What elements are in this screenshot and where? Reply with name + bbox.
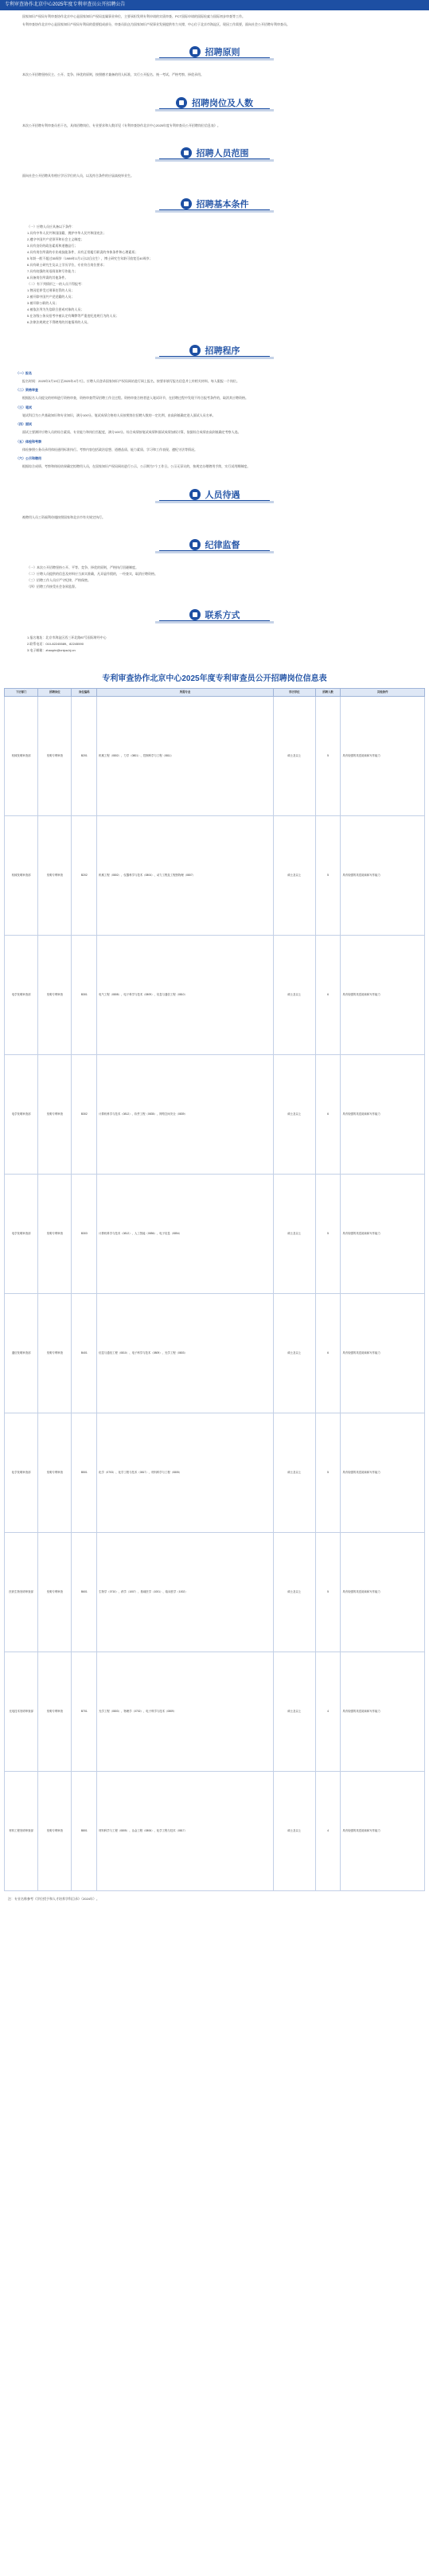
table-row	[5, 1413, 425, 1533]
cell-num: 4	[315, 1652, 341, 1772]
table-row	[5, 1533, 425, 1652]
principle-text: 本次公开招聘坚持民主、公开、竞争、择优的原则，按照德才兼备的用人标准，实行公开报名、统一考试、严格考察、择优录用。	[22, 72, 204, 76]
list-item: （三）招聘工作人员应严守纪律，严格保密。	[27, 578, 91, 582]
list-item: 4.具有岗位所需的专业或技能条件，具有正常履行职责的身体条件和心理素质；	[27, 249, 138, 254]
table-note: 注：专业名称参考《学位授予和人才培养学科目录》（2024年）。	[8, 1897, 99, 1901]
cell-num: 5	[315, 1533, 341, 1652]
benefits-text: 被聘用人员工资福利待遇按照国家和北京市有关规定执行。	[22, 514, 105, 519]
list-item: 5.年龄一般不超过35周岁（1989年1月1日以后出生），博士研究生年龄可放宽至40周岁；	[27, 256, 153, 260]
section-header-conditions: 招聘基本条件	[16, 195, 413, 213]
section-icon	[181, 198, 192, 209]
cell-major: 机械工程（0802）、仪器科学与技术（0804）、动力工程及工程热物理（0807）	[97, 816, 274, 936]
positions-table	[4, 688, 425, 1891]
table-row	[5, 697, 425, 816]
section-icon	[176, 97, 187, 108]
cell-dept: 医药生物发明审查部	[5, 1533, 38, 1652]
table-row	[5, 1294, 425, 1413]
table-header-row	[5, 689, 425, 697]
step-text: 体检参照公务员录用体检通用标准执行。考察内容包括政治思想、道德品质、能力素质、学习和工作表现、遵纪守法等情况。	[22, 447, 197, 451]
intro-paragraph: 专利审查协作北京中心是国家知识产权局专利局的重要组成部分，审查员队伍为国家知识产权事业发展提供有力支撑，中心位于北京市海淀区，现因工作需要，面向社会公开招聘专利审查员。	[22, 21, 290, 26]
list-item: （四）招聘工作接受社会各界监督。	[27, 584, 78, 588]
page-topbar	[0, 0, 429, 10]
section-header-procedure: 招聘程序	[16, 342, 413, 359]
cell-code: B303	[72, 1175, 97, 1294]
cell-other: 具有较强的英语阅读和写作能力	[341, 1533, 425, 1652]
table-row	[5, 1652, 425, 1772]
step-label: （四）面试	[16, 422, 32, 426]
cell-post: 发明专利审查	[38, 1294, 72, 1413]
column-header: 学历学位	[273, 689, 315, 697]
procedure-steps	[16, 370, 413, 470]
cell-code: B401	[72, 1294, 97, 1413]
article-body	[0, 10, 429, 654]
section-header-positions: 招聘岗位及人数	[16, 94, 413, 111]
list-item: （一）本次公开招聘坚持公开、平等、竞争、择优的原则，严格执行回避制度。	[27, 565, 138, 569]
cell-degree: 硕士及以上	[273, 816, 315, 936]
cell-num: 5	[315, 1413, 341, 1533]
section-icon	[189, 609, 201, 620]
list-item: 1.具有中华人民共和国国籍，拥护中华人民共和国宪法；	[27, 230, 107, 235]
cell-num: 6	[315, 1294, 341, 1413]
exclusions-intro: （二）有下列情形之一的人员不得报考：	[27, 281, 84, 286]
cell-major: 生物学（0710）、药学（1007）、基础医学（1001）、临床医学（1002）	[97, 1533, 274, 1652]
targets-text: 面向社会公开招聘具有相应学历学位的人员，以及符合条件的应届高校毕业生。	[22, 174, 134, 178]
conditions-intro: （一）应聘人员应具备以下条件：	[27, 224, 75, 229]
cell-other: 具有较强的英语阅读和写作能力	[341, 1772, 425, 1891]
contact-phone: 2.联系电话：010-82245589、82245590	[27, 642, 84, 646]
cell-other: 具有较强的英语阅读和写作能力	[341, 936, 425, 1055]
step-label: （三）笔试	[16, 405, 32, 409]
step-label: （五）体检和考察	[16, 439, 41, 444]
table-row	[5, 816, 425, 936]
cell-other: 具有较强的英语阅读和写作能力	[341, 697, 425, 816]
list-item: 6.具有硕士研究生及以上学历学位，专业符合岗位要求；	[27, 262, 107, 267]
step-text: 面试主要测评应聘人员的综合素质、专业能力和岗位匹配度，满分100分。综合成绩按笔试成绩和面试成绩加权计算，依据综合成绩由高到低确定考察人选。	[22, 430, 241, 434]
step-label: （六）公示和聘用	[16, 456, 41, 460]
cell-major: 电气工程（0808）、电子科学与技术（0809）、信息与通信工程（0810）	[97, 936, 274, 1055]
step-label: （二）资格审查	[16, 388, 38, 392]
cell-code: B701	[72, 1652, 97, 1772]
table-row	[5, 936, 425, 1055]
cell-num: 5	[315, 816, 341, 936]
intro-paragraph: 国家知识产权局专利审查协作北京中心是国家知识产权局直属事业单位，主要承担发明专利申请的实质审查、PCT国际申请的国际检索与国际初步审查等工作。	[22, 14, 245, 18]
cell-post: 发明专利审查	[38, 1772, 72, 1891]
cell-post: 发明专利审查	[38, 1175, 72, 1294]
column-header: 所需专业	[97, 689, 274, 697]
section-header-principle: 招聘原则	[16, 43, 413, 61]
cell-post: 发明专利审查	[38, 697, 72, 816]
cell-dept: 化学发明审查部	[5, 1413, 38, 1533]
section-icon	[181, 147, 192, 158]
section-icon	[189, 345, 201, 356]
cell-degree: 硕士及以上	[273, 1652, 315, 1772]
discipline-list	[16, 565, 413, 590]
cell-degree: 硕士及以上	[273, 1055, 315, 1175]
contact-list	[16, 635, 413, 654]
list-item: 3.具有良好的政治素质和道德品行；	[27, 243, 78, 248]
cell-code: B201	[72, 697, 97, 816]
exclusions-list	[16, 287, 413, 326]
column-header: 岗位编码	[72, 689, 97, 697]
cell-degree: 硕士及以上	[273, 1413, 315, 1533]
cell-major: 材料科学与工程（0805）、冶金工程（0806）、化学工程与技术（0817）	[97, 1772, 274, 1891]
table-row	[5, 1055, 425, 1175]
cell-dept: 电学发明审查部	[5, 936, 38, 1055]
cell-post: 发明专利审查	[38, 816, 72, 936]
cell-num: 5	[315, 697, 341, 816]
cell-code: B301	[72, 936, 97, 1055]
section-icon	[189, 46, 201, 57]
cell-post: 发明专利审查	[38, 1413, 72, 1533]
cell-major: 化学（0703）、化学工程与技术（0817）、材料科学与工程（0805）	[97, 1413, 274, 1533]
column-header: 招聘岗位	[38, 689, 72, 697]
cell-degree: 硕士及以上	[273, 1772, 315, 1891]
list-item: （二）应聘人员提供的信息及材料应当真实准确，凡弄虚作假的，一经查实，取消应聘资格。	[27, 572, 158, 576]
section-icon	[189, 489, 201, 500]
cell-dept: 通信发明审查部	[5, 1294, 38, 1413]
table-title: 专利审查协作北京中心2025年度专利审查员公开招聘岗位信息表	[102, 674, 327, 683]
section-icon	[189, 539, 201, 550]
list-item: 6.法律法规规定不得聘用的其他情形的人员。	[27, 319, 91, 324]
cell-other: 具有较强的英语阅读和写作能力	[341, 1413, 425, 1533]
step-label: （一）报名	[16, 370, 32, 375]
cell-post: 发明专利审查	[38, 1055, 72, 1175]
cell-num: 6	[315, 1055, 341, 1175]
cell-code: B601	[72, 1533, 97, 1652]
cell-major: 机械工程（0802）、力学（0801）、控制科学与工程（0811）	[97, 697, 274, 816]
positions-text: 本次公开招聘专利审查员若干名，具体招聘岗位、专业要求和人数详见《专利审查协作北京中心2025年度专利审查员公开招聘岗位信息表》。	[22, 123, 220, 127]
column-header: 下历部门	[5, 689, 38, 697]
cell-code: B501	[72, 1413, 97, 1533]
cell-degree: 硕士及以上	[273, 936, 315, 1055]
cell-post: 发明专利审查	[38, 1652, 72, 1772]
cell-degree: 硕士及以上	[273, 1533, 315, 1652]
cell-other: 具有较强的英语阅读和写作能力	[341, 816, 425, 936]
cell-other: 具有较强的英语阅读和写作能力	[341, 1055, 425, 1175]
cell-degree: 硕士及以上	[273, 1294, 315, 1413]
cell-dept: 光电技术发明审查部	[5, 1652, 38, 1772]
section-header-contact: 联系方式	[16, 606, 413, 623]
cell-dept: 机械发明审查部	[5, 697, 38, 816]
cell-code: B801	[72, 1772, 97, 1891]
contact-address: 1.报名地址：北京市海淀区西三环北路87号国际财经中心	[27, 635, 107, 639]
cell-degree: 硕士及以上	[273, 1175, 315, 1294]
cell-post: 发明专利审查	[38, 936, 72, 1055]
cell-dept: 电学发明审查部	[5, 1175, 38, 1294]
step-text: 根据综合成绩、考察和体检结果确定拟聘用人员，在国家知识产权局网站进行公示，公示期为7个工作日。公示无异议的，按规定办理聘用手续，实行试用期制度。	[22, 464, 251, 468]
section-header-targets: 招聘人员范围	[16, 144, 413, 162]
step-text: 根据报名人员提交的材料进行资格审查，资格审查贯穿招聘工作全过程。资格审查合格者进入笔试环节，在招聘过程中发现不符合报考条件的，取消其应聘资格。	[22, 396, 248, 400]
cell-dept: 电学发明审查部	[5, 1055, 38, 1175]
cell-major: 计算机科学与技术（0812）、软件工程（0835）、网络空间安全（0839）	[97, 1055, 274, 1175]
list-item: 8.具备岗位所需的其他条件。	[27, 275, 68, 279]
contact-email[interactable]: 3.电子邮箱：zhaopin@cnipa-bj.cn	[27, 648, 76, 652]
cell-other: 具有较强的英语阅读和写作能力	[341, 1294, 425, 1413]
table-row	[5, 1175, 425, 1294]
cell-major: 光学工程（0803）、物理学（0702）、电子科学与技术（0809）	[97, 1652, 274, 1772]
step-text: 笔试科目为公共基础知识和专业知识，满分100分。笔试成绩合格的人员按照岗位招聘人数的一定比例，由高到低确定进入面试人员名单。	[22, 412, 216, 417]
column-header: 招聘人数	[315, 689, 341, 697]
list-item: 7.具有较强的英语阅读和写作能力；	[27, 268, 78, 273]
section-header-discipline: 纪律监督	[16, 536, 413, 553]
cell-degree: 硕士及以上	[273, 697, 315, 816]
section-header-benefits: 人员待遇	[16, 486, 413, 503]
cell-num: 5	[315, 1175, 341, 1294]
cell-major: 计算机科学与技术（0812）、人工智能（0856）、电子信息（0854）	[97, 1175, 274, 1294]
cell-num: 4	[315, 1772, 341, 1891]
cell-code: B202	[72, 816, 97, 936]
list-item: 2.被开除中国共产党党籍的人员；	[27, 294, 75, 299]
list-item: 3.被开除公职的人员；	[27, 300, 59, 305]
list-item: 5.在各级公务员招考中被认定有舞弊等严重违纪违规行为的人员；	[27, 313, 119, 318]
cell-dept: 材料工程发明审查部	[5, 1772, 38, 1891]
conditions-list	[16, 230, 413, 281]
cell-post: 发明专利审查	[38, 1533, 72, 1652]
cell-other: 具有较强的英语阅读和写作能力	[341, 1175, 425, 1294]
topbar-title: 专利审查协作北京中心2025年度专利审查员公开招聘公告	[5, 2, 126, 7]
list-item: 4.被依法列为失信联合惩戒对象的人员；	[27, 307, 84, 311]
cell-code: B302	[72, 1055, 97, 1175]
cell-major: 信息与通信工程（0810）、电子科学与技术（0809）、光学工程（0803）	[97, 1294, 274, 1413]
cell-num: 6	[315, 936, 341, 1055]
cell-dept: 机械发明审查部	[5, 816, 38, 936]
list-item: 2.遵守中国共产党领导和社会主义制度；	[27, 236, 84, 241]
step-text: 报名时间：2025年3月19日至2025年4月7日。应聘人员登录国家知识产权局网站进行网上报名，按要求填写报名信息并上传相关材料。每人限报一个岗位。	[22, 378, 240, 383]
column-header: 其他条件	[341, 689, 425, 697]
cell-other: 具有较强的英语阅读和写作能力	[341, 1652, 425, 1772]
list-item: 1.曾因犯罪受过刑事处罚的人员；	[27, 287, 75, 292]
table-row	[5, 1772, 425, 1891]
